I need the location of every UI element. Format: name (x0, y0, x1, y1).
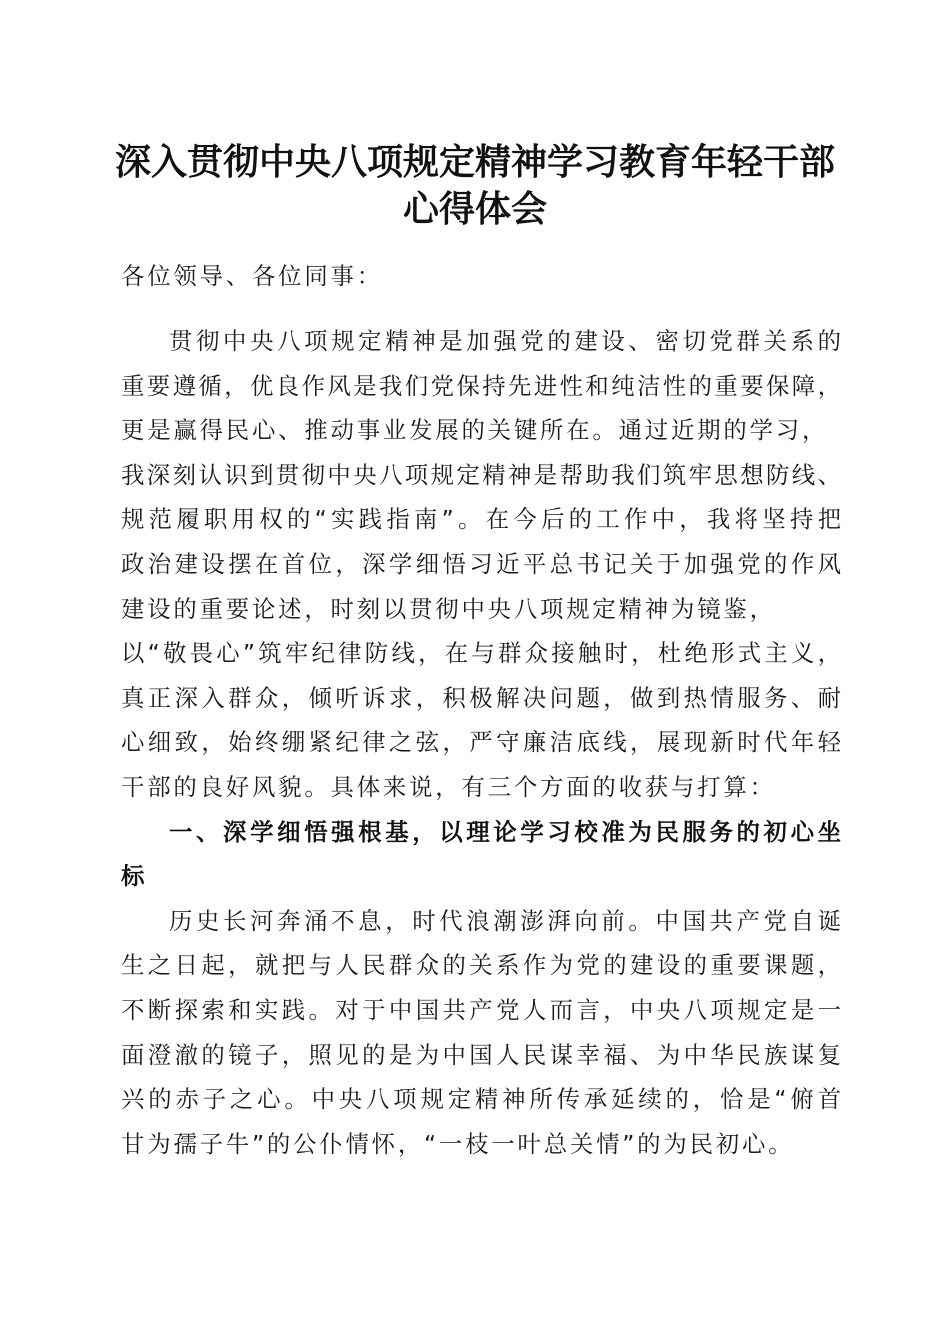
paragraph-line: 兴的赤子之心。中央八项规定精神所传承延续的，恰是“俯首 (121, 1085, 841, 1113)
paragraph-line: 以“敬畏心”筑牢纪律防线，在与群众接触时，杜绝形式主义， (121, 639, 841, 667)
paragraph-line: 心细致，始终绷紧纪律之弦，严守廉洁底线，展现新时代年轻 (121, 728, 841, 756)
paragraph-line: 甘为孺子牛”的公仆情怀，“一枝一叶总关情”的为民初心。 (121, 1130, 795, 1158)
paragraph-line: 真正深入群众，倾听诉求，积极解决问题，做到热情服务、耐 (121, 684, 841, 712)
document-title: 深入贯彻中央八项规定精神学习教育年轻干部 (114, 141, 835, 183)
paragraph-line: 历史长河奔涌不息，时代浪潮澎湃向前。中国共产党自诞 (169, 907, 841, 935)
paragraph-line: 不断探索和实践。对于中国共产党人而言，中央八项规定是一 (121, 996, 841, 1024)
paragraph-line: 生之日起，就把与人民群众的关系作为党的建设的重要课题， (121, 951, 841, 979)
section-heading: 一、深学细悟强根基，以理论学习校准为民服务的初心坐 (169, 818, 841, 846)
paragraph-line: 更是赢得民心、推动事业发展的关键所在。通过近期的学习， (121, 416, 829, 444)
paragraph-line: 我深刻认识到贯彻中央八项规定精神是帮助我们筑牢思想防线、 (121, 461, 841, 489)
paragraph-line: 干部的良好风貌。具体来说，有三个方面的收获与打算： (121, 773, 776, 801)
paragraph-line: 政治建设摆在首位，深学细悟习近平总书记关于加强党的作风 (121, 550, 841, 578)
section-heading-continuation: 标 (121, 862, 148, 890)
paragraph-line: 贯彻中央八项规定精神是加强党的建设、密切党群关系的 (169, 327, 841, 355)
paragraph-line: 规范履职用权的“实践指南”。在今后的工作中，我将坚持把 (121, 505, 841, 533)
paragraph-line: 重要遵循，优良作风是我们党保持先进性和纯洁性的重要保障， (121, 372, 841, 400)
paragraph-line: 建设的重要论述，时刻以贯彻中央八项规定精神为镜鉴， (121, 595, 776, 623)
document-title-continuation: 心得体会 (402, 188, 547, 230)
greeting: 各位领导、各位同事： (121, 262, 383, 290)
paragraph-line: 面澄澈的镜子，照见的是为中国人民谋幸福、为中华民族谋复 (121, 1041, 841, 1069)
